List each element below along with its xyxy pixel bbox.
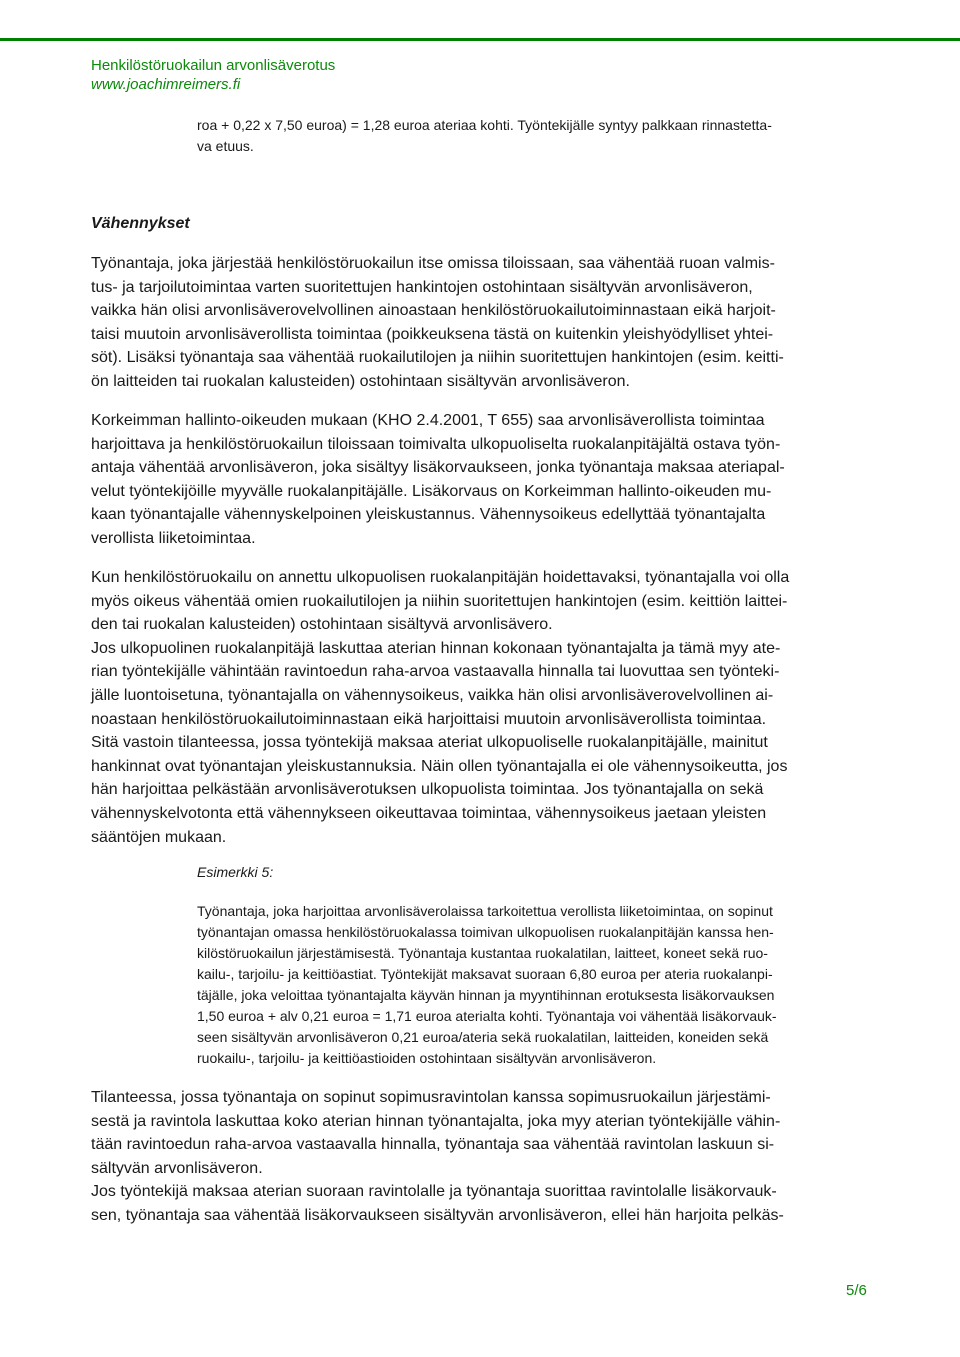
continuation-text: roa + 0,22 x 7,50 euroa) = 1,28 euroa ateriaa kohti. Työntekijälle syntyy palkkaan rinnastetta- va etuus. (197, 117, 772, 154)
example-label: Esimerkki 5: (197, 864, 274, 880)
website-link[interactable]: www.joachimreimers.fi (91, 76, 241, 93)
section-heading: Vähennykset (91, 215, 190, 232)
paragraph-court-ruling: Korkeimman hallinto-oikeuden mukaan (KHO 2.4.2001, T 655) saa arvonlisäverollista toimintaa harjoittava ja henkilöstöruokailun tiloissaan toimivalta ulkopuoliselta ruokalanpitäjältä ostava työn- antaja vähentää arvonlisäveron, joka sisältyy lisäkorvaukseen, jonka työnantaja maksaa ateriapal- velut työntekijöille myyvälle ruokalanpitäjälle. Lisäkorvaus on Korkeimman hallinto-oikeuden mu- kaan työnantajalle vähennyskelpoinen yleiskustannus. Vähennysoikeus edellyttää työnantajalta verollista liiketoimintaa. (91, 412, 785, 547)
paragraph-outside-caterer: Kun henkilöstöruokailu on annettu ulkopuolisen ruokalanpitäjän hoidettavaksi, työnantajalla voi olla myös oikeus vähentää omien ruokailutilojen ja niihin suoritettujen hankintojen (esim. keittiön laittei- den tai ruokalan kalusteiden) ostohintaan sisältyvä arvonlisävero. Jos ulkopuolinen ruokalanpitäjä laskuttaa aterian hinnan kokonaan työnantajalta ja tämä myy ate- rian työntekijälle vähintään ravintoedun raha-arvoa vastaavalla hinnalla tai luovuttaa sen työnteki- jälle luontoisetuna, työnantajalla on vähennysoikeus, vaikka hän olisi arvonlisäverovelvollinen ai- noastaan henkilöstöruokailutoiminnastaan eikä harjoittaisi muutoin arvonlisäverollista toimintaa. Sitä vastoin tilanteessa, jossa työntekijä maksaa ateriat ulkopuoliselle ruokalanpitäjälle, mainitut hankinnat ovat työnantajan yleiskustannuksia. Näin ollen työnantajalla ei ole vähennysoikeutta, jos hän harjoittaa pelkästään arvonlisäverotuksen ulkopuolista toimintaa. Jos työnantajalla on sekä vähennyskelvotonta että vähennykseen oikeuttavaa toimintaa, vähennysoikeus jaetaan yleisten sääntöjen mukaan. (91, 569, 790, 846)
example-text: Työnantaja, joka harjoittaa arvonlisäverolaissa tarkoitettua verollista liiketoimintaa, on sopinut työnantajan omassa henkilöstöruokalassa toimivan ulkopuolisen ruokalanpitäjän kanssa hen- kilöstöruokailun järjestämisestä. Työnantaja kustantaa ruokalatilan, laitteet, koneet sekä ruo- kailu-, tarjoilu- ja keittiöastiat. Työntekijät maksavat suoraan 6,80 euroa per ateria ruokalanpi- täjälle, joka veloittaa työnantajalta käyvän hinnan ja myyntihinnan erotuksesta lisäkorvauksen 1,50 euroa + alv 0,21 euroa = 1,71 euroa aterialta kohti. Työnantaja voi vähentää lisäkorvauk- seen sisältyvän arvonlisäveron 0,21 euroa/ateria sekä ruokalatilan, laitteiden, koneiden sekä ruokailu-, tarjoilu- ja keittiöastioiden ostohintaan sisältyvän arvonlisäveron. (197, 903, 777, 1066)
page-header (91, 56, 335, 94)
paragraph-contract-restaurant: Tilanteessa, jossa työnantaja on sopinut sopimusravintolan kanssa sopimusruokailun järjestämi- sestä ja ravintola laskuttaa koko aterian hinnan työnantajalta, joka myy aterian työntekijälle vähin- tään ravintoedun raha-arvoa vastaavalla hinnalla, työnantaja saa vähentää ravintolan laskuun si- sältyvän arvonlisäveron. Jos työntekijä maksaa aterian suoraan ravintolalle ja työnantaja suorittaa ravintolalle lisäkorvauk- sen, työnantaja saa vähentää lisäkorvaukseen sisältyvän arvonlisäveron, ellei hän harjoita pelkäs- (91, 1089, 784, 1224)
page-number: 5/6 (846, 1282, 867, 1299)
paragraph-deductions-own-canteen: Työnantaja, joka järjestää henkilöstöruokailun itse omissa tiloissaan, saa vähentää ruoan valmis- tus- ja tarjoilutoimintaa varten suoritettujen hankintojen ostohintaan sisältyvän arvonlisäveron, vaikka hän olisi arvonlisäverovelvollinen ainoastaan henkilöstöruokailutoiminnastaan eikä harjoit- taisi muutoin arvonlisäverollista toimintaa (poikkeuksena tästä on kuitenkin yleishyödylliset yhtei- söt). Lisäksi työnantaja saa vähentää ruokailutilojen ja niihin suoritettujen hankintojen (esim. keitti- ön laitteiden tai ruokalan kalusteiden) ostohintaan sisältyvän arvonlisäveron. (91, 255, 784, 390)
header-rule (0, 38, 960, 41)
document-title: Henkilöstöruokailun arvonlisäverotus (91, 57, 336, 74)
